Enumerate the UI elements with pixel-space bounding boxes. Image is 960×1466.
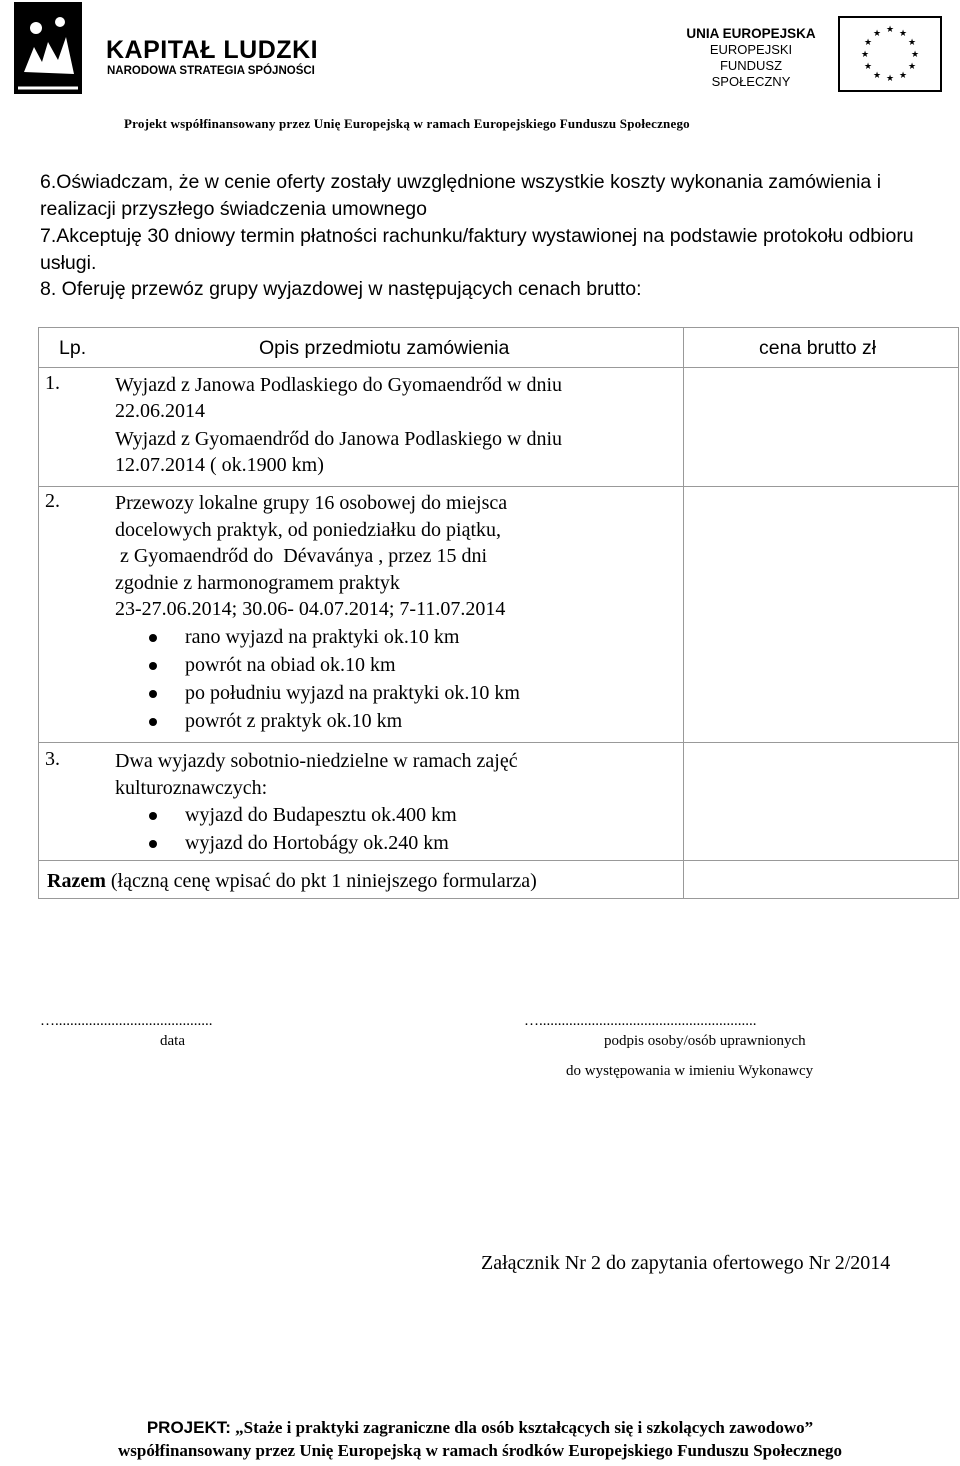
bullet-icon: [149, 634, 157, 642]
row2-number: 2.: [45, 490, 60, 512]
kapital-ludzki-subtitle: NARODOWA STRATEGIA SPÓJNOŚCI: [107, 65, 315, 77]
row3-line: Dwa wyjazdy sobotnio-niedzielne w ramach zajęć: [115, 750, 518, 772]
svg-text:★: ★: [898, 71, 908, 81]
eu-logo-line3: FUNDUSZ SPOŁECZNY: [711, 58, 791, 89]
svg-text:★: ★: [898, 29, 908, 39]
svg-text:★: ★: [872, 29, 882, 39]
paragraph-6: 6.Oświadczam, że w cenie oferty zostały uwzględnione wszystkie koszty wykonania zamówienia i realizacji przyszłego świadczenia umownego: [40, 171, 882, 220]
kapital-ludzki-mark-icon: [14, 2, 82, 94]
footer-cofinancing-line: współfinansowany przez Unię Europejską w ramach środków Europejskiego Funduszu Społecznego: [117, 1441, 842, 1460]
svg-text:★: ★: [863, 38, 873, 48]
table-row-divider: [39, 860, 958, 861]
footer-project-label: PROJEKT:: [146, 1418, 231, 1437]
table-header-divider: [39, 367, 958, 368]
row2-bullet-text: powrót na obiad ok.10 km: [185, 654, 396, 676]
attachment-label: Załącznik Nr 2 do zapytania ofertowego Nr 2/2014: [481, 1252, 891, 1274]
table-column-divider: [683, 328, 684, 898]
row2-line: 23-27.06.2014; 30.06- 04.07.2014; 7-11.07.2014: [115, 598, 506, 620]
svg-text:★: ★: [885, 74, 895, 84]
price-table: [38, 327, 959, 899]
table-row-divider: [39, 742, 958, 743]
signature-dots: …..........................................................: [524, 1013, 757, 1029]
bullet-icon: [149, 812, 157, 820]
row3-bullet-text: wyjazd do Hortobágy ok.240 km: [185, 832, 449, 854]
table-row-divider: [39, 486, 958, 487]
bullet-icon: [149, 718, 157, 726]
kapital-ludzki-title: KAPITAŁ LUDZKI: [106, 36, 319, 64]
total-rest: (łączną cenę wpisać do pkt 1 niniejszego formularza): [105, 870, 537, 892]
svg-text:★: ★: [863, 62, 873, 72]
bullet-icon: [149, 662, 157, 670]
row1-line: Wyjazd z Gyomaendrőd do Janowa Podlaskiego w dniu: [115, 428, 563, 450]
row2-line: z Gyomaendrőd do Dévaványa , przez 15 dni: [115, 545, 488, 567]
row1-number: 1.: [45, 372, 60, 394]
svg-text:★: ★: [885, 25, 895, 35]
date-label: data: [160, 1033, 185, 1049]
row2-line: zgodnie z harmonogramem praktyk: [115, 572, 400, 594]
header-cena: cena brutto zł: [759, 337, 877, 359]
row3-number: 3.: [45, 748, 60, 770]
row3-line: kulturoznawczych:: [115, 777, 268, 799]
eu-logo-line2: EUROPEJSKI: [709, 42, 793, 57]
row2-line: docelowych praktyk, od poniedziałku do piątku,: [115, 519, 502, 541]
eu-logo-line1: UNIA EUROPEJSKA: [686, 26, 816, 41]
signature-label-2: do występowania w imieniu Wykonawcy: [566, 1063, 814, 1079]
date-dots: …..........................................: [40, 1013, 213, 1029]
total-row-label: [47, 868, 537, 894]
eu-logo-text: [680, 26, 822, 90]
header-lp: Lp.: [59, 337, 87, 359]
row1-line: 12.07.2014 ( ok.1900 km): [115, 454, 324, 476]
header-opis: Opis przedmiotu zamówienia: [259, 337, 510, 359]
kapital-ludzki-logo: [14, 2, 324, 94]
eu-efs-logo: [680, 16, 942, 92]
signature-label-1: podpis osoby/osób uprawnionych: [604, 1033, 806, 1049]
row2-bullet-text: rano wyjazd na praktyki ok.10 km: [185, 626, 460, 648]
paragraph-7: 7.Akceptuję 30 dniowy termin płatności rachunku/faktury wystawionej na podstawie protokołu odbioru usługi.: [40, 225, 914, 274]
svg-text:★: ★: [907, 62, 917, 72]
row2-bullet-text: powrót z praktyk ok.10 km: [185, 710, 403, 732]
total-bold: Razem: [47, 870, 106, 892]
svg-text:★: ★: [872, 71, 882, 81]
row1-line: Wyjazd z Janowa Podlaskiego do Gyomaendrőd w dniu: [115, 374, 563, 396]
row2-bullet-text: po południu wyjazd na praktyki ok.10 km: [185, 682, 520, 704]
eu-flag-icon: [838, 16, 942, 92]
row2-line: Przewozy lokalne grupy 16 osobowej do miejsca: [115, 492, 508, 514]
paragraph-8: 8. Oferuję przewóz grupy wyjazdowej w następujących cenach brutto:: [40, 278, 642, 300]
row1-line: 22.06.2014: [115, 400, 205, 422]
bullet-icon: [149, 690, 157, 698]
footer-project-line: [0, 1418, 960, 1438]
row3-bullet-text: wyjazd do Budapesztu ok.400 km: [185, 804, 457, 826]
svg-text:★: ★: [907, 38, 917, 48]
svg-text:★: ★: [860, 50, 870, 60]
svg-text:★: ★: [910, 50, 920, 60]
footer-project-title: „Staże i praktyki zagraniczne dla osób kształcących się i szkolących zawodowo”: [230, 1418, 814, 1437]
project-cofinancing-line: Projekt współfinansowany przez Unię Europejską w ramach Europejskiego Funduszu Społecznego: [124, 116, 690, 131]
bullet-icon: [149, 840, 157, 848]
